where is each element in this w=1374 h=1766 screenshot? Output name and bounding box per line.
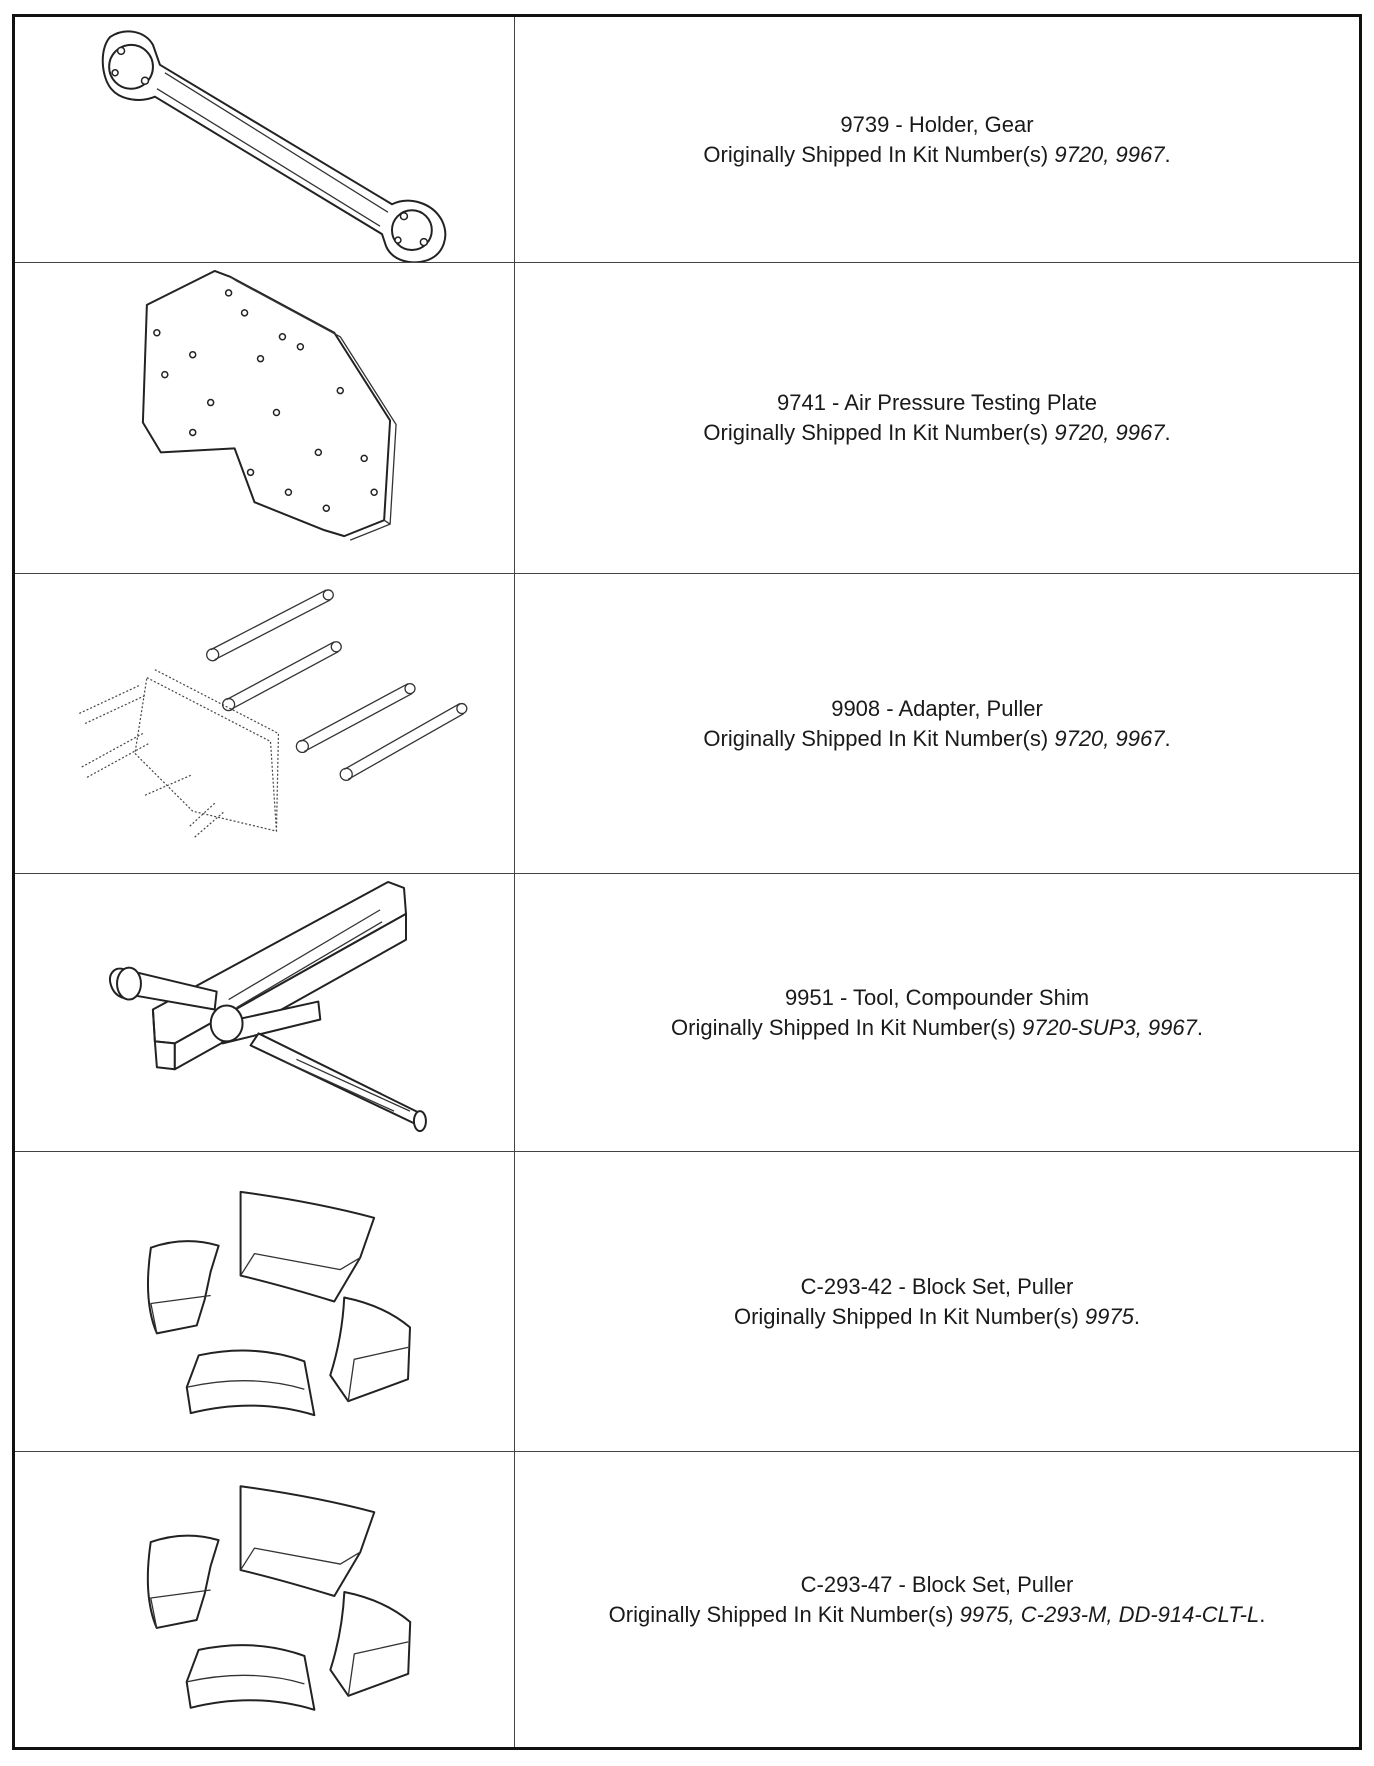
kit-numbers: 9975 [1084, 1303, 1134, 1329]
tool-description [515, 574, 1359, 873]
tool-description [515, 1452, 1359, 1747]
tool-name: C-293-47 - Block Set, Puller [800, 1571, 1074, 1597]
shipped-line: Originally Shipped In Kit Number(s) 9975. [733, 1303, 1140, 1329]
shipped-label: Originally Shipped In Kit Number(s) [608, 1601, 954, 1627]
tool-name: C-293-42 - Block Set, Puller [800, 1273, 1074, 1299]
kit-numbers: 9975, C-293-M, DD-914-CLT-L [959, 1601, 1260, 1627]
tool-name: 9741 - Air Pressure Testing Plate [777, 390, 1097, 415]
shipped-label: Originally Shipped In Kit Number(s) [703, 725, 1049, 751]
puller-block-set-icon [15, 1452, 515, 1747]
table-row [15, 263, 1359, 574]
tool-description [515, 874, 1359, 1151]
shipped-line: Originally Shipped In Kit Number(s) 9720, 9967. [703, 725, 1171, 751]
tool-name: 9951 - Tool, Compounder Shim [784, 984, 1090, 1010]
tool-name: 9908 - Adapter, Puller [831, 695, 1043, 721]
kit-numbers: 9720, 9967 [1054, 420, 1165, 445]
shipped-label: Originally Shipped In Kit Number(s) [703, 420, 1049, 445]
tool-description [515, 263, 1359, 573]
table-row [15, 874, 1359, 1152]
shipped-line: Originally Shipped In Kit Number(s) 9720-SUP3, 9967. [671, 1014, 1203, 1040]
tool-description [515, 17, 1359, 262]
table-row [15, 574, 1359, 874]
tool-description [515, 1152, 1359, 1451]
kit-numbers: 9720-SUP3, 9967 [1021, 1014, 1197, 1040]
shipped-label: Originally Shipped In Kit Number(s) [703, 141, 1049, 167]
puller-block-set-icon [15, 1152, 515, 1451]
table-row [15, 17, 1359, 263]
tool-table [12, 14, 1362, 1750]
shipped-line: Originally Shipped In Kit Number(s) 9975, C-293-M, DD-914-CLT-L. [608, 1601, 1266, 1627]
gear-holder-wrench-icon [15, 17, 515, 262]
testing-plate-icon [15, 263, 515, 573]
puller-adapter-icon [15, 574, 515, 873]
tool-name: 9739 - Holder, Gear [840, 111, 1034, 137]
shipped-line: Originally Shipped In Kit Number(s) 9720, 9967. [703, 420, 1171, 445]
table-row [15, 1152, 1359, 1452]
compounder-shim-tool-icon [15, 874, 515, 1151]
shipped-label: Originally Shipped In Kit Number(s) [733, 1303, 1079, 1329]
table-row [15, 1452, 1359, 1747]
shipped-line: Originally Shipped In Kit Number(s) 9720, 9967. [703, 141, 1171, 167]
kit-numbers: 9720, 9967 [1054, 725, 1165, 751]
shipped-label: Originally Shipped In Kit Number(s) [671, 1014, 1016, 1040]
kit-numbers: 9720, 9967 [1054, 141, 1165, 167]
